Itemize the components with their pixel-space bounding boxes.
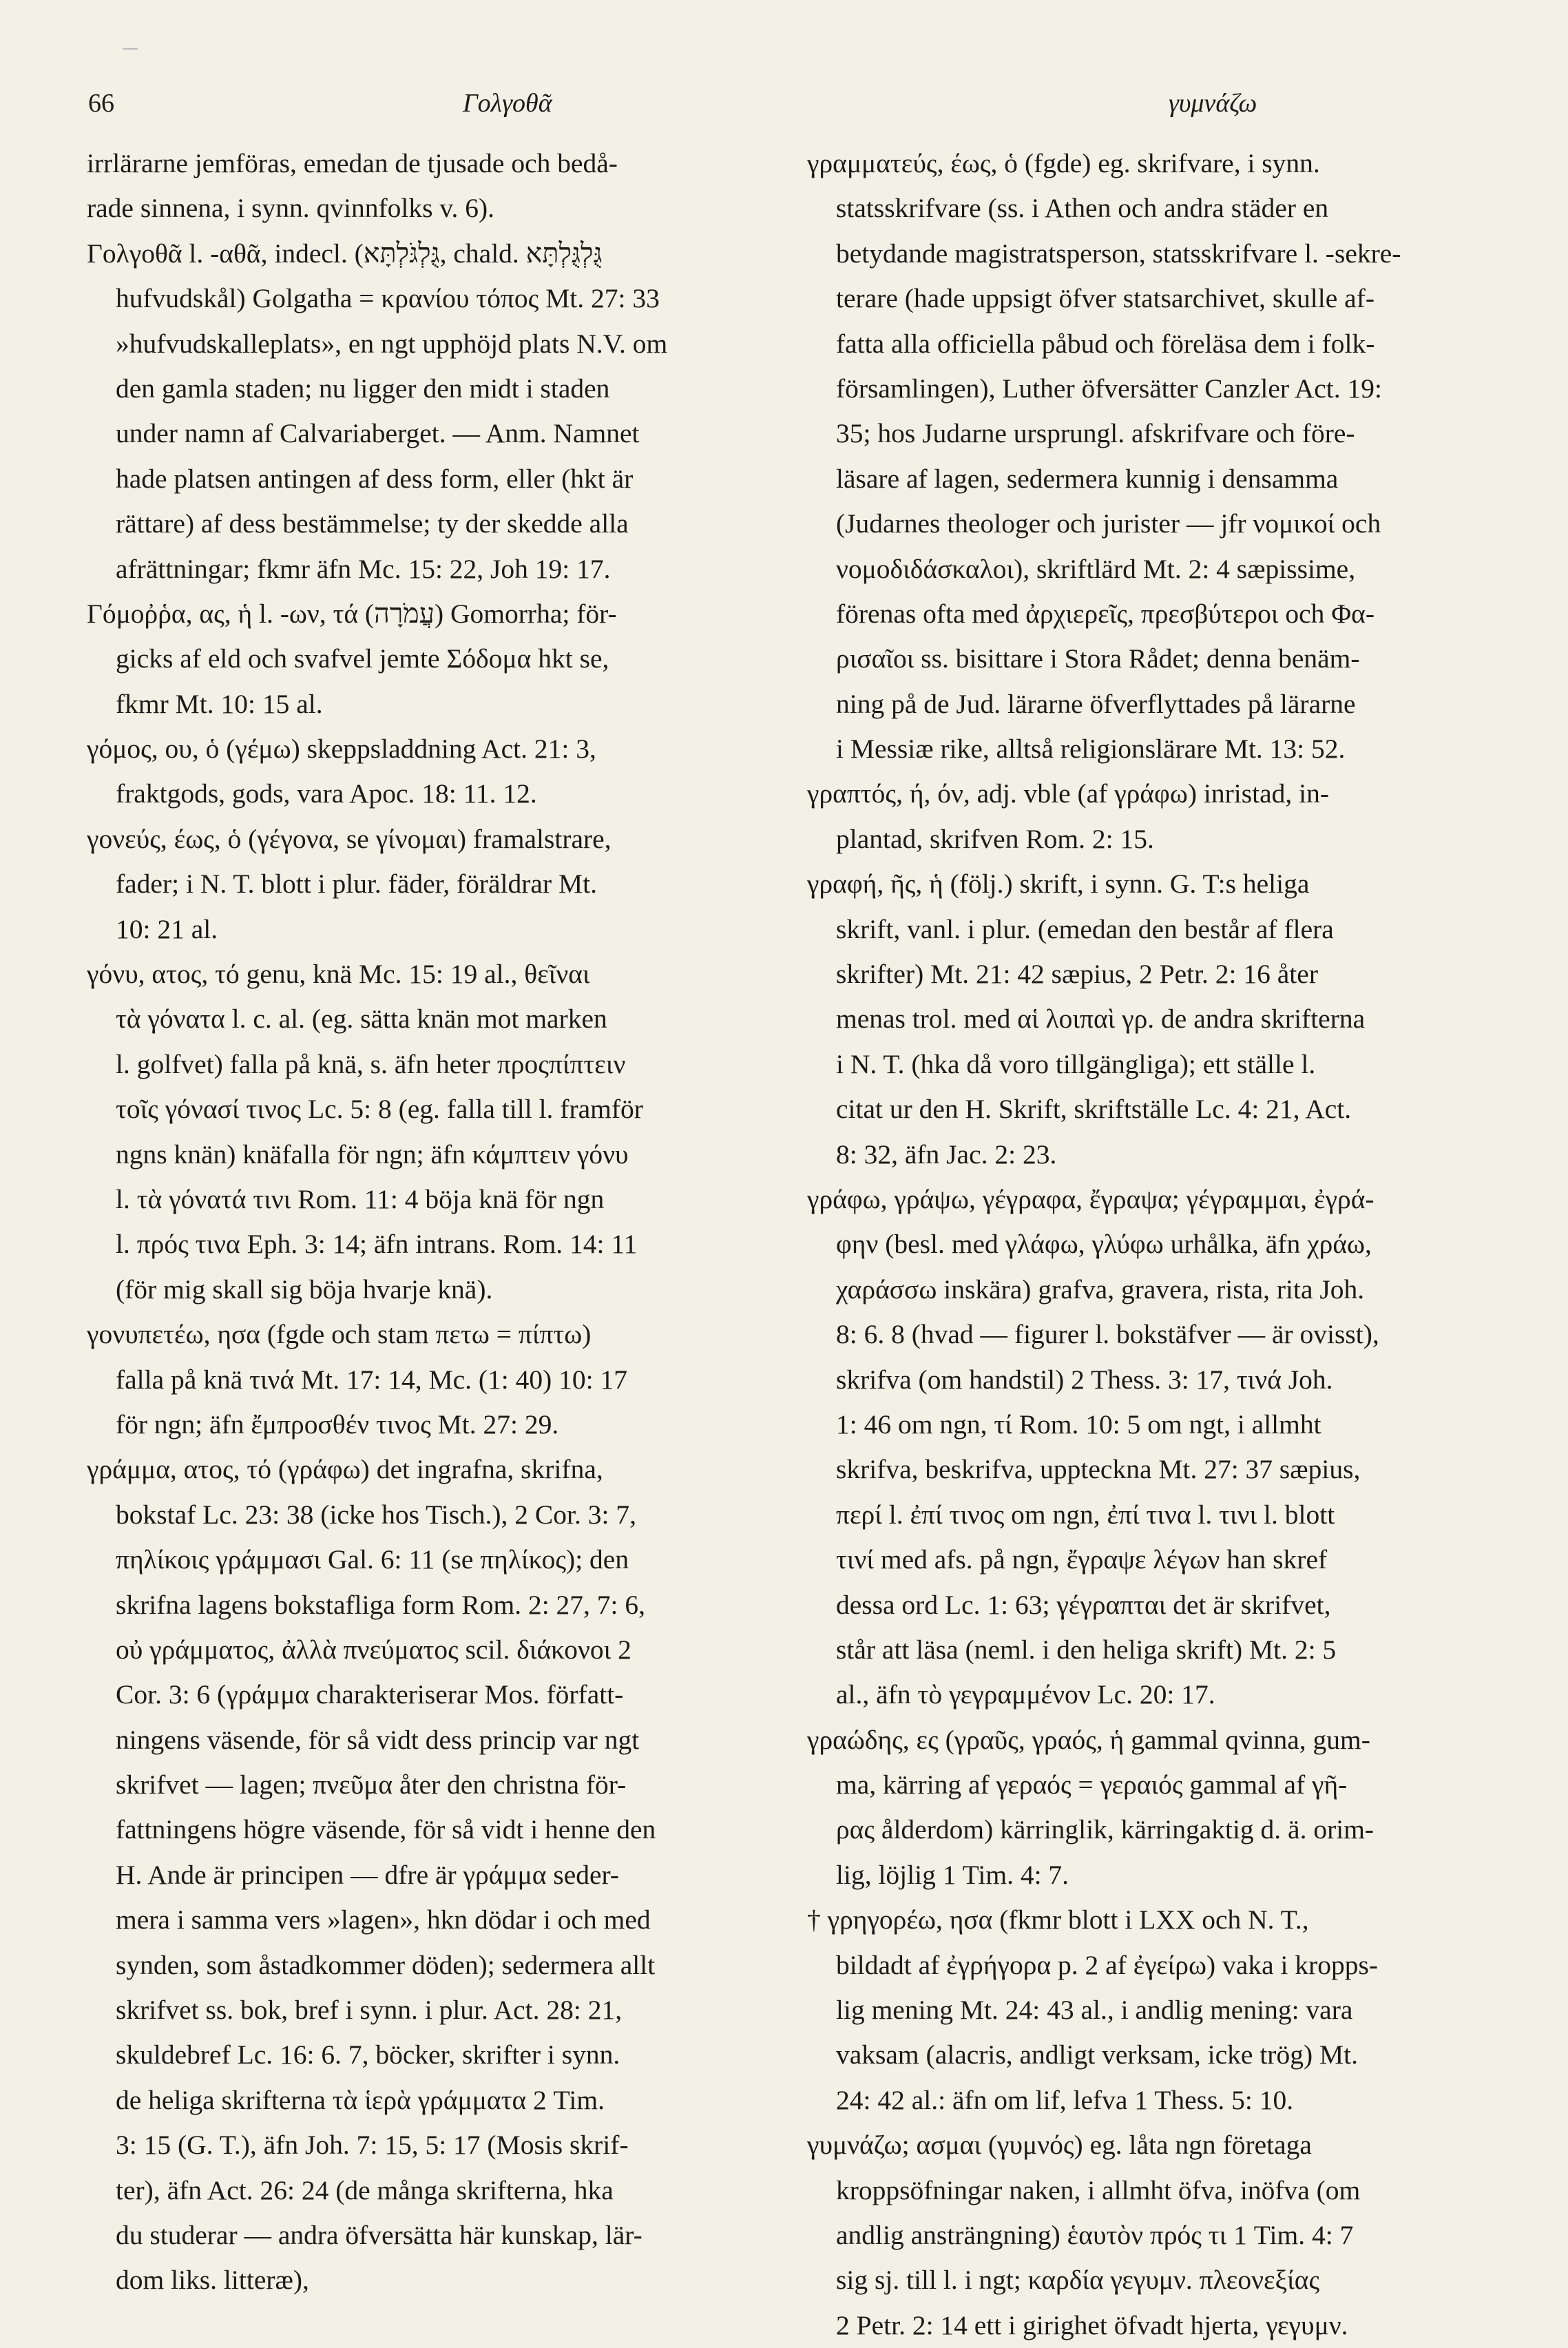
text-line: 24: 42 al.: äfn om lif, lefva 1 Thess. 5: 10. [836, 2084, 1294, 2115]
text-line: Γολγοθᾶ l. -αθᾶ, indecl. (גֻּלְגֹּלְתָּא, chald. גֻּלְגֻּלְתָּא [87, 238, 603, 269]
text-line: den gamla staden; nu ligger den midt i staden [116, 373, 610, 404]
text-line: γράφω, γράψω, γέγραφα, ἔγραψα; γέγραμμαι, ἐγρά- [807, 1183, 1374, 1214]
text-line: al., äfn τὸ γεγραμμένον Lc. 20: 17. [836, 1679, 1215, 1710]
text-line: τινί med afs. på ngn, ἔγραψε λέγων han skref [836, 1544, 1328, 1575]
text-line: fraktgods, gods, vara Apoc. 18: 11. 12. [116, 778, 537, 809]
text-line: skrifvet — lagen; πνεῦμα åter den christna för- [116, 1769, 627, 1800]
text-line: ning på de Jud. lärarne öfverflyttades på lärarne [836, 688, 1356, 719]
text-line: l. golfvet) falla på knä, s. äfn heter προςπίπτειν [116, 1048, 626, 1079]
text-line: andlig ansträngning) ἑαυτὸν πρός τι 1 Tim. 4: 7 [836, 2219, 1354, 2250]
running-header [77, 88, 1499, 129]
text-line: lig, löjlig 1 Tim. 4: 7. [836, 1859, 1069, 1890]
right-headword: γυμνάζω [1169, 89, 1257, 118]
text-line: de heliga skrifterna τὰ ἱερὰ γράμματα 2 Tim. [116, 2084, 605, 2115]
text-line: »hufvudskalleplats», en ngt upphöjd plats N.V. om [116, 328, 668, 359]
text-line: afrättningar; fkmr äfn Mc. 15: 22, Joh 19: 17. [116, 553, 611, 584]
text-line: fattningens högre väsende, för så vidt i henne den [116, 1814, 656, 1845]
text-line: skrifvet ss. bok, bref i synn. i plur. Act. 28: 21, [116, 1995, 623, 2026]
text-line: falla på knä τινά Mt. 17: 14, Mc. (1: 40) 10: 17 [116, 1364, 628, 1395]
text-line: γυμνάζω; ασμαι (γυμνός) eg. låta ngn företaga [807, 2130, 1312, 2161]
text-line: bokstaf Lc. 23: 38 (icke hos Tisch.), 2 Cor. 3: 7, [116, 1499, 636, 1530]
text-line: du studerar — andra öfversätta här kunskap, lär- [116, 2219, 642, 2250]
text-line: γραφή, ῆς, ἡ (följ.) skrift, i synn. G. T:s heliga [807, 869, 1310, 900]
text-line: citat ur den H. Skrift, skriftställe Lc. 4: 21, Act. [836, 1094, 1352, 1125]
text-line: dom liks. litteræ), [116, 2265, 309, 2296]
text-line: irrlärarne jemföras, emedan de tjusade och bedå- [87, 148, 618, 178]
text-line: τὰ γόνατα l. c. al. (eg. sätta knän mot marken [116, 1004, 607, 1035]
text-line: 3: 15 (G. T.), äfn Joh. 7: 15, 5: 17 (Mosis skrif- [116, 2130, 629, 2161]
text-line: νομοδιδάσκαλοι), skriftlärd Mt. 2: 4 sæpissime, [836, 553, 1356, 584]
text-line: φην (besl. med γλάφω, γλύφω urhålka, äfn χράω, [836, 1229, 1372, 1260]
text-line: fkmr Mt. 10: 15 al. [116, 688, 323, 719]
text-line: fader; i N. T. blott i plur. fäder, föräldrar Mt. [116, 869, 597, 900]
text-line: skrifva, beskrifva, uppteckna Mt. 27: 37 sæpius, [836, 1454, 1361, 1485]
text-line: H. Ande är principen — dfre är γράμμα seder- [116, 1859, 620, 1890]
text-line: betydande magistratsperson, statsskrifvare l. -sekre- [836, 238, 1401, 269]
text-line: bildadt af ἐγρήγορα p. 2 af ἐγείρω) vaka i kropps- [836, 1949, 1379, 1980]
text-line: församlingen), Luther öfversätter Canzler Act. 19: [836, 373, 1383, 404]
text-line: (Judarnes theologer och jurister — jfr νομικοί och [836, 508, 1381, 539]
text-line: γράμμα, ατος, τό (γράφω) det ingrafna, skrifna, [87, 1454, 603, 1485]
text-line: γραώδης, ες (γραῦς, γραός, ἡ gammal qvinna, gum- [807, 1724, 1370, 1755]
text-line: skrifna lagens bokstafliga form Rom. 2: 27, 7: 6, [116, 1589, 646, 1620]
text-line: statsskrifvare (ss. i Athen och andra städer en [836, 193, 1329, 224]
text-line: 1: 46 om ngn, τί Rom. 10: 5 om ngt, i allmht [836, 1409, 1321, 1440]
text-line: skrift, vanl. i plur. (emedan den består af flera [836, 913, 1334, 944]
text-line: mera i samma vers »lagen», hkn dödar i och med [116, 1904, 651, 1935]
text-line: ma, kärring af γεραός = γεραιός gammal af γῆ- [836, 1769, 1348, 1800]
text-line: περί l. ἐπί τινος om ngn, ἐπί τινα l. τινι l. blott [836, 1499, 1335, 1530]
text-line: οὐ γράμματος, ἀλλὰ πνεύματος scil. διάκονοι 2 [116, 1634, 631, 1665]
text-line: i Messiæ rike, alltså religionslärare Mt. 13: 52. [836, 734, 1346, 765]
text-line: l. τὰ γόνατά τινι Rom. 11: 4 böja knä för ngn [116, 1183, 605, 1214]
text-line: i N. T. (hka då voro tillgängliga); ett ställe l. [836, 1048, 1316, 1079]
text-line: läsare af lagen, sedermera kunnig i densamma [836, 463, 1339, 494]
text-line: † γρηγορέω, ησα (fkmr blott i LXX och N. T., [807, 1904, 1309, 1935]
text-line: ρισαῖοι ss. bisittare i Stora Rådet; denna benäm- [836, 643, 1360, 674]
text-line: synden, som åstadkommer döden); sedermera allt [116, 1949, 656, 1980]
text-line: menas trol. med αἱ λοιπαὶ γρ. de andra skrifterna [836, 1004, 1366, 1035]
text-line: hade platsen antingen af dess form, eller (hkt är [116, 463, 634, 494]
text-line: sig sj. till l. i ngt; καρδία γεγυμν. πλεονεξίας [836, 2265, 1320, 2296]
text-line: Γόμοῤῥα, ας, ἡ l. -ων, τά (עֲמֹרָה) Gomorrha; för- [87, 598, 617, 629]
text-line: 8: 6. 8 (hvad — figurer l. bokstäfver — är ovisst), [836, 1319, 1379, 1350]
text-line: ρας ålderdom) kärringlik, kärringaktig d. ä. orim- [836, 1814, 1374, 1845]
text-line: 8: 32, äfn Jac. 2: 23. [836, 1139, 1057, 1170]
text-line: γραπτός, ή, όν, adj. vble (af γράφω) inristad, in- [807, 778, 1329, 809]
text-line: skuldebref Lc. 16: 6. 7, böcker, skrifter i synn. [116, 2039, 620, 2070]
text-line: ningens väsende, för så vidt dess princip var ngt [116, 1724, 640, 1755]
text-line: plantad, skrifven Rom. 2: 15. [836, 823, 1154, 854]
text-line: τοῖς γόνασί τινος Lc. 5: 8 (eg. falla till l. framför [116, 1094, 643, 1125]
text-line: γραμματεύς, έως, ὁ (fgde) eg. skrifvare, i synn. [807, 148, 1320, 178]
right-column [807, 141, 1496, 2348]
left-column [87, 141, 782, 2303]
text-line: πηλίκοις γράμμασι Gal. 6: 11 (se πηλίκος); den [116, 1544, 629, 1575]
text-line: under namn af Calvariaberget. — Anm. Namnet [116, 418, 640, 449]
text-line: dessa ord Lc. 1: 63; γέγραπται det är skrifvet, [836, 1589, 1331, 1620]
text-line: l. πρός τινα Eph. 3: 14; äfn intrans. Rom. 14: 11 [116, 1229, 638, 1260]
text-line: Cor. 3: 6 (γράμμα charakteriserar Mos. författ- [116, 1679, 624, 1710]
text-line: 10: 21 al. [116, 913, 218, 944]
text-line: skrifter) Mt. 21: 42 sæpius, 2 Petr. 2: 16 åter [836, 959, 1318, 990]
text-line: för ngn; äfn ἔμπροσθέν τινος Mt. 27: 29. [116, 1409, 559, 1440]
text-line: γόνυ, ατος, τό genu, knä Mc. 15: 19 al., θεῖναι [87, 959, 590, 990]
text-line: fatta alla officiella påbud och föreläsa dem i folk- [836, 328, 1375, 359]
text-line: γονεύς, έως, ὁ (γέγονα, se γίνομαι) framalstrare, [87, 823, 611, 854]
text-line: rade sinnena, i synn. qvinnfolks v. 6). [87, 193, 495, 224]
page-number: 66 [88, 89, 114, 118]
text-line: kroppsöfningar naken, i allmht öfva, inöfva (om [836, 2174, 1361, 2205]
text-line: (för mig skall sig böja hvarje knä). [116, 1274, 493, 1305]
text-line: 35; hos Judarne ursprungl. afskrifvare och före- [836, 418, 1355, 449]
text-line: γονυπετέω, ησα (fgde och stam πετω = πίπτω) [87, 1319, 592, 1350]
text-line: gicks af eld och svafvel jemte Σόδομα hkt se, [116, 643, 609, 674]
text-line: ter), äfn Act. 26: 24 (de många skrifterna, hka [116, 2174, 614, 2205]
text-line: vaksam (alacris, andligt verksam, icke trög) Mt. [836, 2039, 1358, 2070]
scan-mark [123, 48, 138, 50]
text-line: förenas ofta med ἀρχιερεῖς, πρεσβύτεροι och Φα- [836, 598, 1374, 629]
text-line: rättare) af dess bestämmelse; ty der skedde alla [116, 508, 629, 539]
text-line: γόμος, ου, ὁ (γέμω) skeppsladdning Act. 21: 3, [87, 734, 596, 765]
text-line: ngns knän) knäfalla för ngn; äfn κάμπτειν γόνυ [116, 1139, 629, 1170]
text-line: skrifva (om handstil) 2 Thess. 3: 17, τινά Joh. [836, 1364, 1333, 1395]
text-line: hufvudskål) Golgatha = κρανίου τόπος Mt. 27: 33 [116, 283, 660, 314]
text-line: χαράσσω inskära) grafva, gravera, rista, rita Joh. [836, 1274, 1365, 1305]
text-line: står att läsa (neml. i den heliga skrift) Mt. 2: 5 [836, 1634, 1337, 1665]
text-line: lig mening Mt. 24: 43 al., i andlig mening: vara [836, 1995, 1353, 2026]
text-line: 2 Petr. 2: 14 ett i girighet öfvadt hjerta, γεγυμν. [836, 2309, 1348, 2340]
left-headword: Γολγοθᾶ [463, 89, 552, 118]
text-line: terare (hade uppsigt öfver statsarchivet, skulle af- [836, 283, 1374, 314]
